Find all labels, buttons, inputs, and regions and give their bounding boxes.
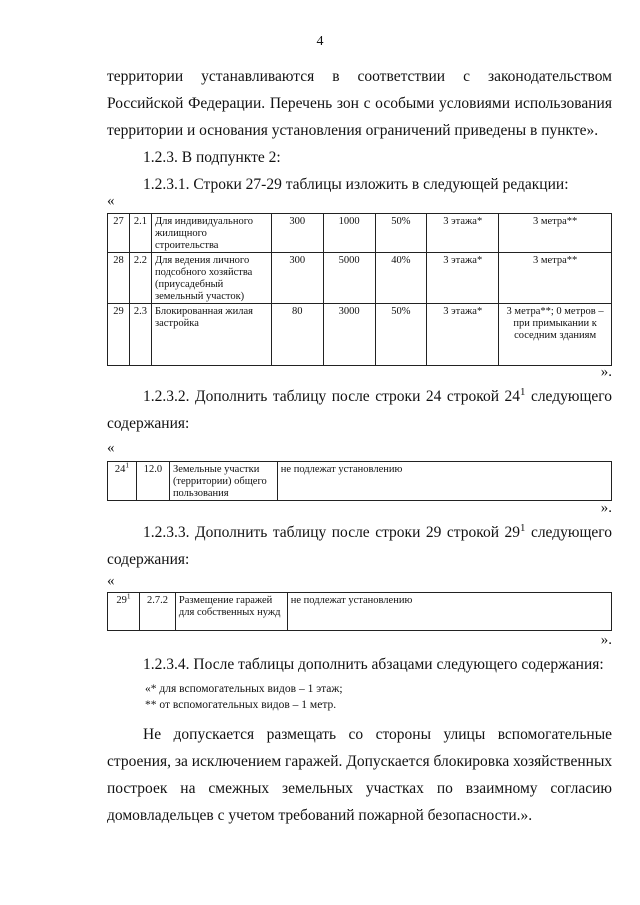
row-code: 2.1 xyxy=(129,214,151,253)
row-value-e: 3 метра**; 0 метров – при примыкании к соседним зданиям xyxy=(499,304,612,366)
open-quote-2: « xyxy=(107,440,115,456)
row-number-superscript: 1 xyxy=(125,460,130,470)
row-value-d: 3 этажа* xyxy=(427,253,499,304)
close-quote-2: ». xyxy=(600,500,612,516)
row-number xyxy=(108,462,137,501)
row-code: 2.3 xyxy=(129,304,151,366)
row-value-e: 3 метра** xyxy=(499,214,612,253)
row-number: 28 xyxy=(108,253,130,304)
final-line-4: домовладельцев с учетом требований пожарной безопасности.». xyxy=(107,807,533,824)
close-quote-3: ». xyxy=(600,632,612,648)
text: следующего xyxy=(525,388,612,405)
row-number: 29 xyxy=(108,304,130,366)
row-number: 27 xyxy=(108,214,130,253)
row-value-a: 300 xyxy=(271,214,323,253)
table-rows-27-29 xyxy=(107,213,612,366)
row-number xyxy=(108,593,140,631)
row-code: 2.2 xyxy=(129,253,151,304)
text: 1.2.3.3. Дополнить таблицу после строки 29 строкой 29 xyxy=(143,524,521,541)
row-code: 12.0 xyxy=(136,462,169,501)
superscript: 1 xyxy=(520,385,526,398)
final-line-3: построек на смежных земельных участках по взаимному согласию xyxy=(107,780,612,797)
page-number: 4 xyxy=(316,34,324,49)
superscript: 1 xyxy=(520,521,526,534)
row-value-d: 3 этажа* xyxy=(427,214,499,253)
row-value-b: 3000 xyxy=(323,304,375,366)
item-1-2-3-3-line-2: содержания: xyxy=(107,551,190,568)
row-value: не подлежат установлению xyxy=(277,462,611,501)
final-line-2: строения, за исключением гаражей. Допускается блокировка хозяйственных xyxy=(107,753,613,770)
row-value-a: 300 xyxy=(271,253,323,304)
table-row xyxy=(108,593,612,631)
table-row xyxy=(108,304,612,366)
close-quote-1: ». xyxy=(600,364,612,380)
row-name: Блокированная жилая застройка xyxy=(151,304,271,366)
table-row xyxy=(108,253,612,304)
row-value-b: 5000 xyxy=(323,253,375,304)
row-name: Размещение гаражей для собственных нужд xyxy=(175,593,287,631)
row-value-b: 1000 xyxy=(323,214,375,253)
open-quote-1: « xyxy=(107,193,115,209)
text: следующего xyxy=(525,524,612,541)
item-1-2-3: 1.2.3. В подпункте 2: xyxy=(143,149,281,166)
note-line-1: «* для вспомогательных видов – 1 этаж; xyxy=(145,683,343,695)
note-line-2: ** от вспомогательных видов – 1 метр. xyxy=(145,699,337,711)
intro-line-3: территории и основания установления ограничений приведены в пункте». xyxy=(107,122,599,139)
item-1-2-3-2-line-2: содержания: xyxy=(107,415,190,432)
item-1-2-3-4: 1.2.3.4. После таблицы дополнить абзацами следующего содержания: xyxy=(143,656,604,673)
row-value-d: 3 этажа* xyxy=(427,304,499,366)
row-number-main: 24 xyxy=(114,464,126,475)
row-name: Для ведения личного подсобного хозяйства (приусадебный земельный участок) xyxy=(151,253,271,304)
row-number-main: 29 xyxy=(116,595,127,606)
item-1-2-3-2-line-1 xyxy=(143,385,612,406)
row-value-e: 3 метра** xyxy=(499,253,612,304)
item-1-2-3-3-line-1 xyxy=(143,521,612,542)
table-row xyxy=(108,214,612,253)
final-line-1: Не допускается размещать со стороны улицы вспомогательные xyxy=(143,726,612,743)
row-name: Для индивидуального жилищного строительства xyxy=(151,214,271,253)
row-name: Земельные участки (территории) общего пользования xyxy=(169,462,277,501)
row-value-c: 50% xyxy=(375,214,427,253)
table-row-24-1 xyxy=(107,461,612,501)
row-value-c: 40% xyxy=(375,253,427,304)
row-value-c: 50% xyxy=(375,304,427,366)
row-code: 2.7.2 xyxy=(139,593,175,631)
open-quote-3: « xyxy=(107,573,115,589)
table-row-29-1 xyxy=(107,592,612,631)
row-value-a: 80 xyxy=(271,304,323,366)
intro-line-1: территории устанавливаются в соответствии с законодательством xyxy=(107,68,612,85)
item-1-2-3-1: 1.2.3.1. Строки 27-29 таблицы изложить в следующей редакции: xyxy=(143,176,569,193)
text: 1.2.3.2. Дополнить таблицу после строки 24 строкой 24 xyxy=(143,388,521,405)
table-row xyxy=(108,462,612,501)
intro-line-2: Российской Федерации. Перечень зон с особыми условиями использования xyxy=(107,95,612,112)
row-number-superscript: 1 xyxy=(126,591,131,601)
row-value: не подлежат установлению xyxy=(287,593,611,631)
